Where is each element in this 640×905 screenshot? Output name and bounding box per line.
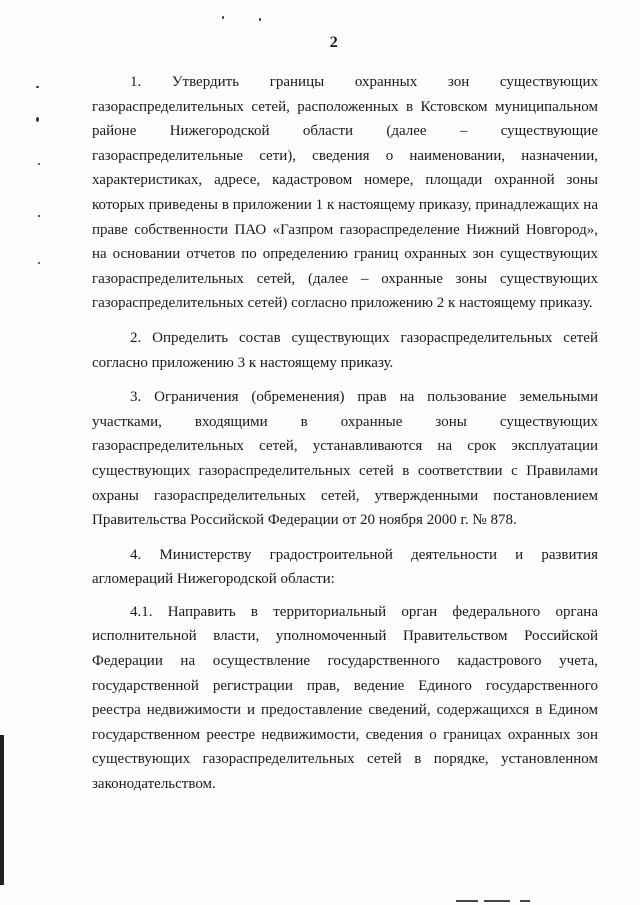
- document-body: [92, 70, 598, 797]
- scan-speck: [38, 163, 40, 165]
- paragraph-2: 2. Определить состав существующих газораспределительных сетей согласно приложению 3 к настоящему приказу.: [92, 329, 598, 371]
- scan-edge-mark: [484, 900, 510, 902]
- scan-speck: [222, 16, 224, 19]
- page-number: 2: [329, 34, 339, 51]
- scan-speck: [38, 262, 40, 264]
- scan-edge-bar: [0, 735, 4, 885]
- scan-speck: [36, 117, 39, 122]
- scan-speck: [38, 215, 40, 217]
- paragraph-3: 3. Ограничения (обременения) прав на пользование земельными участками, входящими в охранные зоны существующих газораспределительных сетей, устанавливаются на срок эксплуатации существующих газораспределительных сетей в соответствии с Правилами охраны газораспределительных сетей, утвержденными постановлением Правительства Российской Федерации от 20 ноября 2000 г. № 878.: [92, 389, 598, 529]
- paragraph-1: 1. Утвердить границы охранных зон существующих газораспределительных сетей, расположенных в Кстовском муниципальном районе Нижегородской области (далее – существующие газораспределительные сети), сведения о наименовании, назначении, характеристиках, адресе, кадастровом номере, площади охранной зоны которых приведены в приложении 1 к настоящему приказу, принадлежащих на праве собственности ПАО «Газпром газораспределение Нижний Новгород», на основании отчетов по определению границ охранных зон существующих газораспределительных сетей, (далее – охранные зоны существующих газораспределительных сетей) согласно приложению 2 к настоящему приказу.: [92, 74, 598, 312]
- paragraph-4-1: 4.1. Направить в территориальный орган федерального органа исполнительной власти, уполномоченный Правительством Российской Федерации на осуществление государственного кадастрового учета, государственной регистрации прав, ведение Единого государственного реестра недвижимости и предоставление сведений, содержащихся в Едином государственном реестре недвижимости, сведения о границах охранных зон существующих газораспределительных сетей в порядке, установленном законодательством.: [92, 603, 598, 793]
- scan-speck: [36, 86, 39, 88]
- scan-edge-mark: [520, 900, 530, 902]
- paragraph-4: 4. Министерству градостроительной деятельности и развития агломераций Нижегородской области:: [92, 546, 598, 588]
- scan-edge-mark: [456, 900, 478, 902]
- scan-speck: [259, 18, 261, 21]
